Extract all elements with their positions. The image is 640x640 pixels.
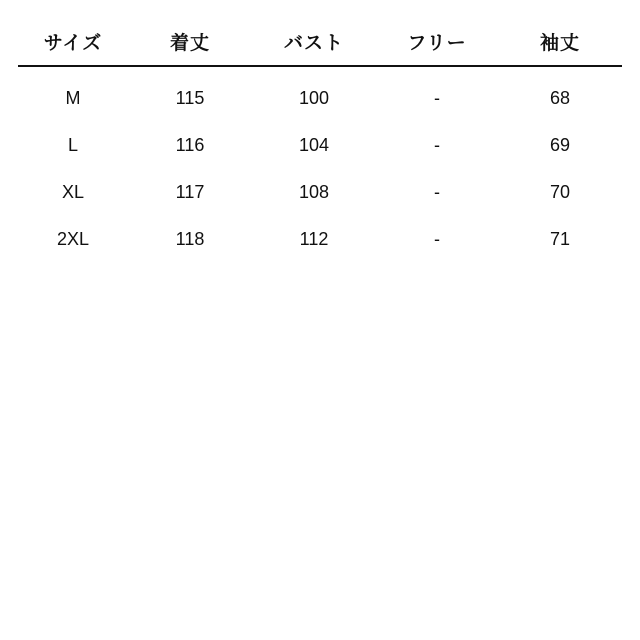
table-row	[18, 66, 622, 122]
cell-sleeve: 69	[549, 135, 571, 155]
cell-bust: 104	[298, 135, 330, 155]
table-header	[18, 22, 622, 66]
cell-bust: 108	[298, 182, 330, 202]
cell-size: L	[67, 135, 78, 155]
cell-sleeve: 70	[549, 182, 571, 202]
table-row	[18, 122, 622, 169]
cell-length: 115	[175, 88, 205, 108]
column-header-sleeve: 袖丈	[539, 32, 580, 54]
cell-free: -	[434, 229, 440, 249]
cell-size: M	[65, 88, 81, 108]
cell-size: 2XL	[56, 229, 90, 249]
table-header-row	[18, 22, 622, 66]
cell-length: 118	[175, 229, 205, 249]
cell-bust: 100	[298, 88, 330, 108]
column-header-bust: バスト	[283, 32, 344, 54]
cell-sleeve: 68	[549, 88, 571, 108]
table-body	[18, 66, 622, 263]
table-row	[18, 169, 622, 216]
cell-free: -	[434, 88, 440, 108]
column-header-free: フリー	[407, 32, 467, 54]
column-header-size: サイズ	[43, 32, 103, 54]
table-row	[18, 216, 622, 263]
cell-length: 117	[175, 182, 205, 202]
cell-sleeve: 71	[549, 229, 571, 249]
cell-free: -	[434, 135, 440, 155]
cell-length: 116	[175, 135, 205, 155]
size-chart-table	[18, 22, 622, 263]
cell-bust: 112	[299, 229, 329, 249]
cell-free: -	[434, 182, 440, 202]
column-header-length: 着丈	[169, 32, 210, 54]
cell-size: XL	[61, 182, 85, 202]
